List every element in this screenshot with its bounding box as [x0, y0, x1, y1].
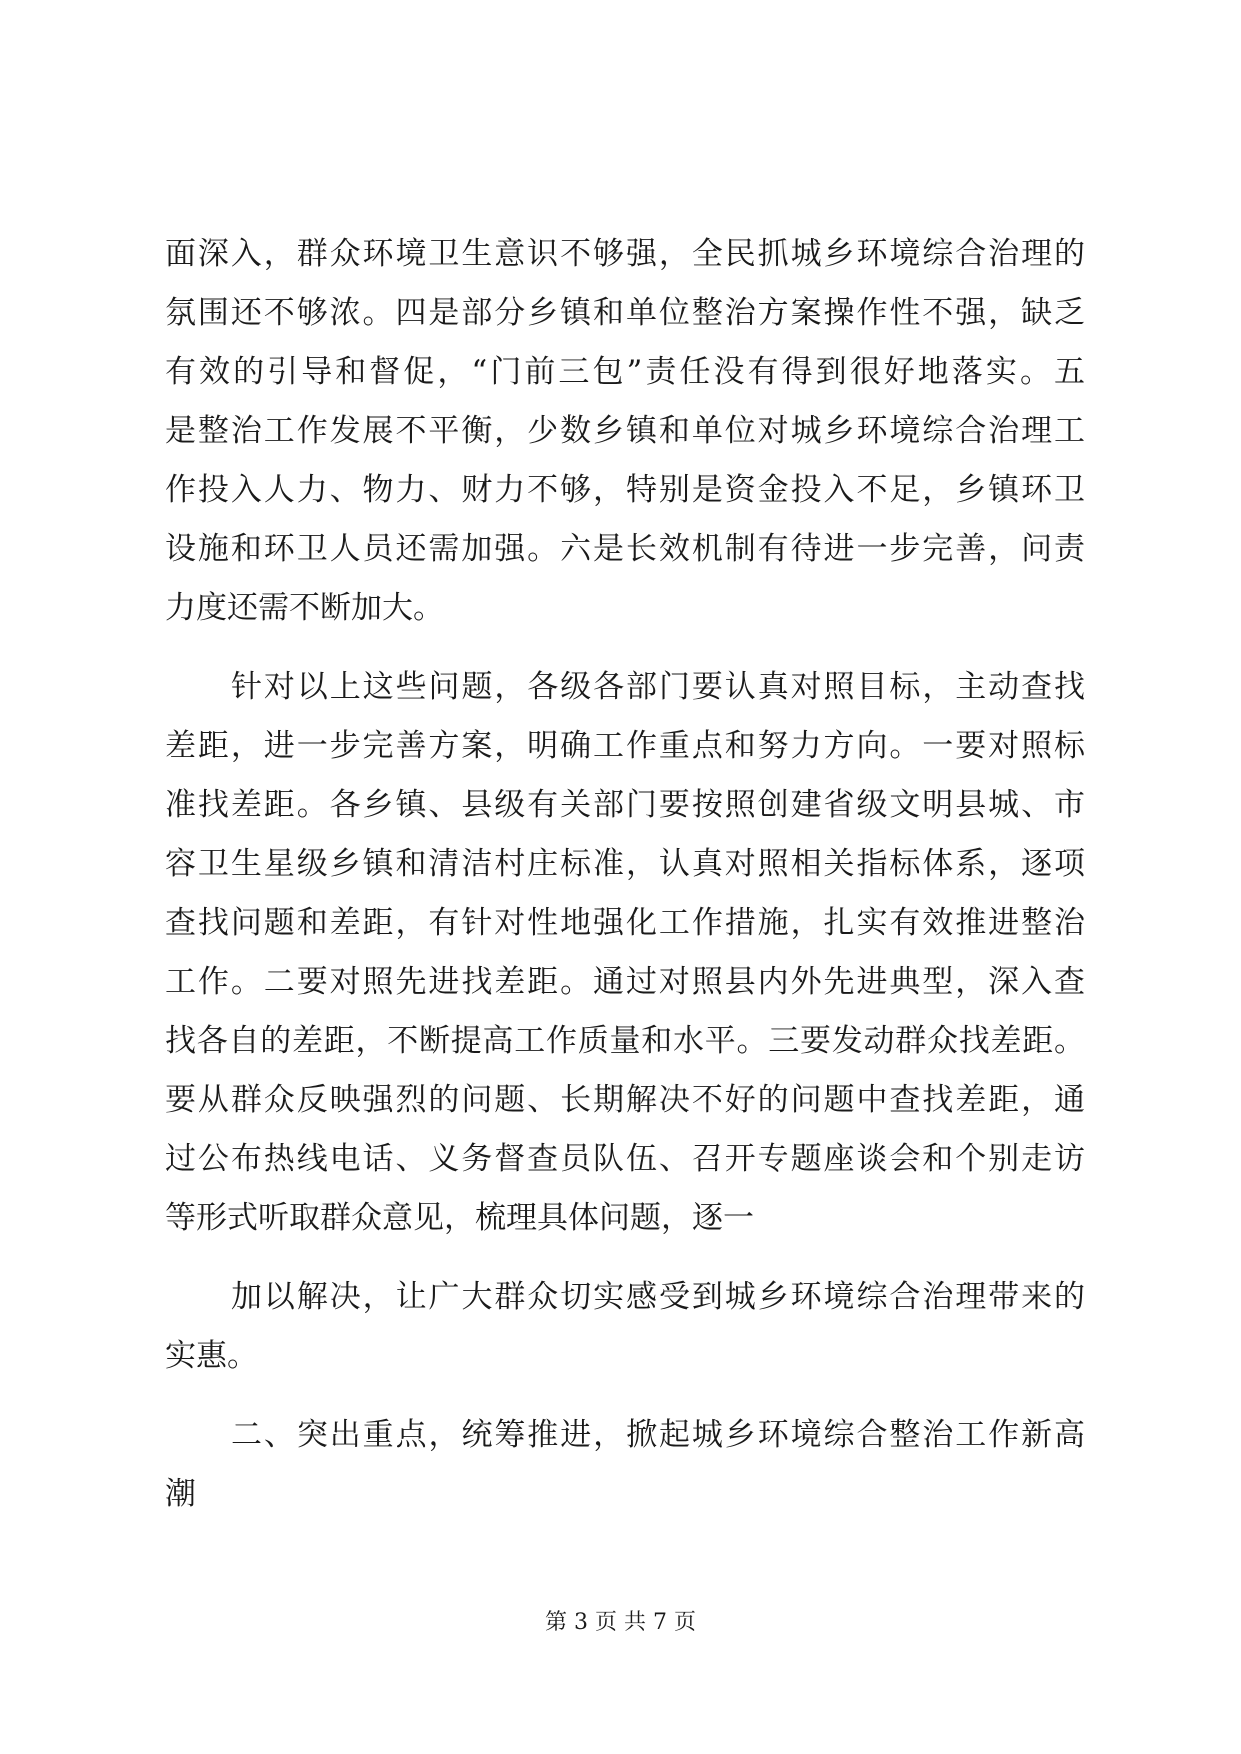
paragraph [165, 225, 1085, 638]
text-line: 过公布热线电话、义务督查员队伍、召开专题座谈会和个别走访 [165, 1141, 1085, 1177]
text-line: 针对以上这些问题，各级各部门要认真对照目标，主动查找 [231, 669, 1085, 705]
paragraph [165, 658, 1085, 1248]
text-line: 找各自的差距，不断提高工作质量和水平。三要发动群众找差距。 [165, 1023, 1085, 1059]
text-line: 工作。二要对照先进找差距。通过对照县内外先进典型，深入查 [165, 964, 1085, 1000]
document-body [165, 225, 1085, 1524]
text-line: 二、突出重点，统筹推进，掀起城乡环境综合整治工作新高 [231, 1417, 1085, 1453]
text-line: 等形式听取群众意见，梳理具体问题，逐一 [165, 1200, 754, 1236]
text-line: 面深入，群众环境卫生意识不够强，全民抓城乡环境综合治理的 [165, 236, 1085, 272]
paragraph [165, 1268, 1085, 1386]
text-line: 作投入人力、物力、财力不够，特别是资金投入不足，乡镇环卫 [165, 472, 1085, 508]
text-line: 准找差距。各乡镇、县级有关部门要按照创建省级文明县城、市 [165, 787, 1085, 823]
text-line: 差距，进一步完善方案，明确工作重点和努力方向。一要对照标 [165, 728, 1085, 764]
page-number-footer: 第 3 页 共 7 页 [545, 1610, 696, 1635]
text-line: 有效的引导和督促，“门前三包”责任没有得到很好地落实。五 [165, 354, 1085, 390]
text-line: 查找问题和差距，有针对性地强化工作措施，扎实有效推进整治 [165, 905, 1085, 941]
text-line: 潮 [165, 1476, 196, 1512]
text-line: 是整治工作发展不平衡，少数乡镇和单位对城乡环境综合治理工 [165, 413, 1085, 449]
text-line: 要从群众反映强烈的问题、长期解决不好的问题中查找差距，通 [165, 1082, 1085, 1118]
text-line: 容卫生星级乡镇和清洁村庄标准，认真对照相关指标体系，逐项 [165, 846, 1085, 882]
text-line: 设施和环卫人员还需加强。六是长效机制有待进一步完善，问责 [165, 531, 1085, 567]
text-line: 加以解决，让广大群众切实感受到城乡环境综合治理带来的 [231, 1279, 1085, 1315]
text-line: 力度还需不断加大。 [165, 590, 444, 626]
text-line: 氛围还不够浓。四是部分乡镇和单位整治方案操作性不强，缺乏 [165, 295, 1085, 331]
section-heading [165, 1406, 1085, 1524]
text-line: 实惠。 [165, 1338, 258, 1374]
